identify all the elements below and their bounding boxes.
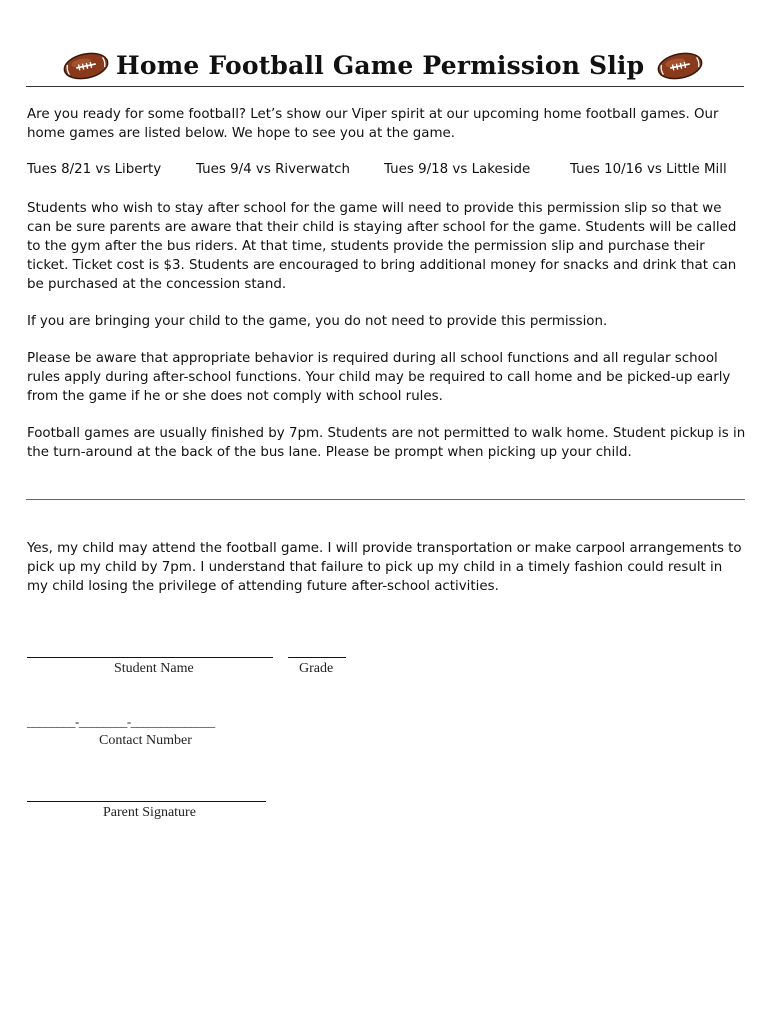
game-schedule — [27, 162, 747, 181]
game-date: Tues 10/16 vs Little Mill — [570, 162, 727, 177]
student-name-label: Student Name — [114, 661, 194, 676]
game-date: Tues 9/4 vs Riverwatch — [196, 162, 351, 177]
intro-paragraph: Are you ready for some football? Let’s show our Viper spirit at our upcoming home football games. Our home games are listed below. We hope to see you at the game. — [27, 107, 719, 141]
consent-paragraph: Yes, my child may attend the football game. I will provide transportation or make carpool arrangements to pick up my child by 7pm. I understand that failure to pick up my child in a timely fashion could result in my child losing the privilege of attending future after-school activities. — [27, 541, 742, 594]
bringing-paragraph: If you are bringing your child to the game, you do not need to provide this permission. — [27, 314, 608, 329]
student-name-field[interactable] — [27, 657, 273, 658]
grade-label: Grade — [299, 661, 334, 676]
game-date: Tues 8/21 vs Liberty — [27, 162, 162, 177]
staying-paragraph: Students who wish to stay after school for the game will need to provide this permission slip so that we can be sure parents are aware that their child is staying after school for the game. Students will be called to the gym after the bus riders. At that time, students provide the permission slip and purchase their ticket. Ticket cost is $3. Students are encouraged to bring additional money for snacks and drink that can be purchased at the concession stand. — [27, 201, 737, 292]
parent-signature-label: Parent Signature — [103, 805, 196, 820]
grade-field[interactable] — [288, 657, 346, 658]
page-title: Home Football Game Permission Slip — [116, 51, 645, 80]
football-icon — [62, 49, 110, 83]
page-header — [26, 46, 744, 87]
contact-number-field[interactable]: ________-________-______________ — [27, 714, 215, 729]
pickup-paragraph: Football games are usually finished by 7pm. Students are not permitted to walk home. Student pickup is in the turn-around at the back of the bus lane. Please be prompt when picking up your child. — [27, 426, 746, 460]
behavior-paragraph: Please be aware that appropriate behavior is required during all school functions and all regular school rules apply during after-school functions. Your child may be required to call home and be picked-up early from the game if he or she does not comply with school rules. — [27, 351, 731, 404]
parent-signature-field[interactable] — [27, 801, 266, 802]
game-date: Tues 9/18 vs Lakeside — [384, 162, 531, 177]
contact-number-label: Contact Number — [99, 733, 192, 748]
section-divider — [26, 499, 745, 500]
football-icon — [656, 49, 704, 83]
